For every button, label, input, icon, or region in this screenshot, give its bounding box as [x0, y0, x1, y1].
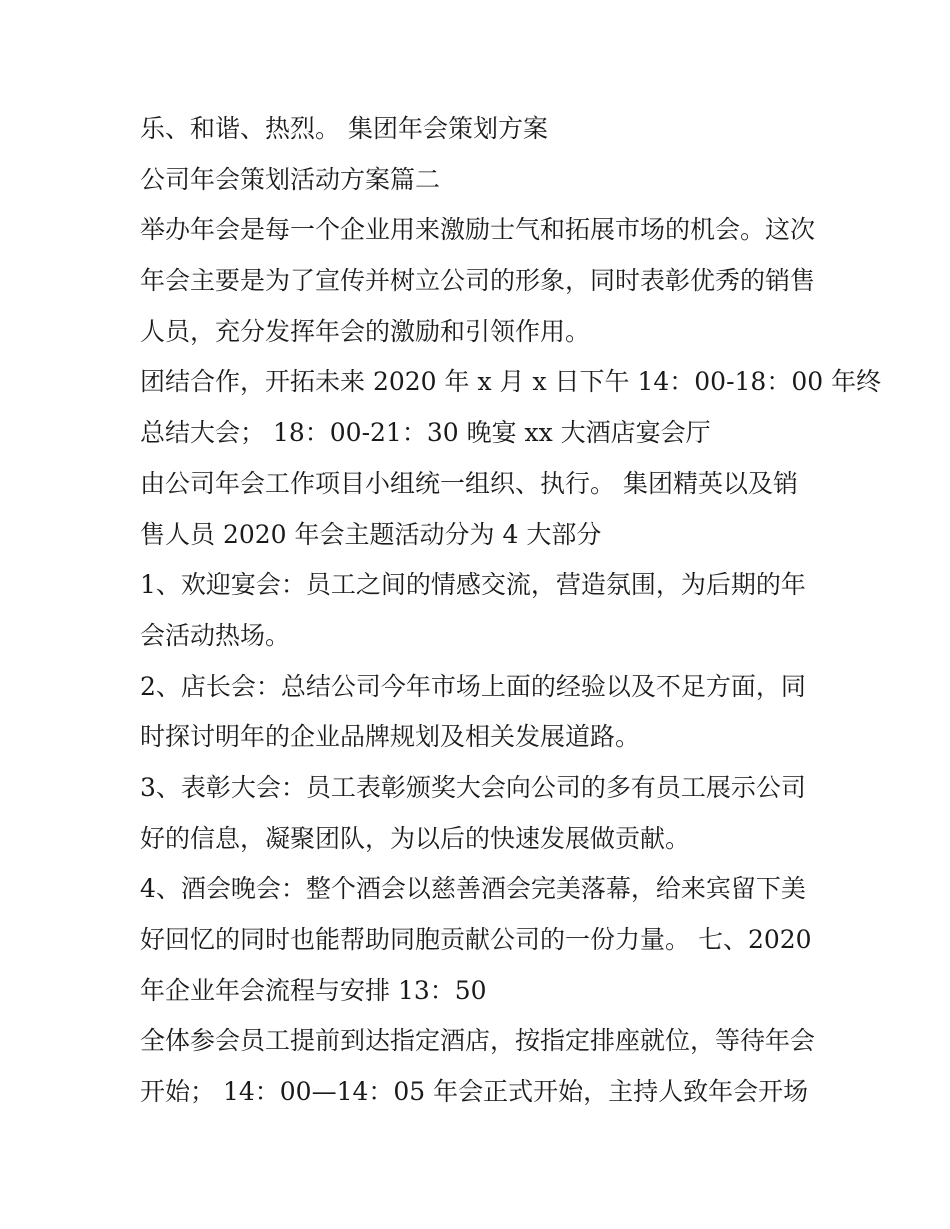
text-line: 全体参会员工提前到达指定酒店，按指定排座就位，等待年会: [140, 1026, 816, 1056]
list-item-4-cont: 好回忆的同时也能帮助同胞贡献公司的一份力量。 七、2020: [140, 925, 812, 954]
text-line: 总结大会； 18：00-21：30 晚宴 xx 大酒店宴会厅: [140, 418, 711, 448]
list-item-1: 1、欢迎宴会：员工之间的情感交流，营造氛围，为后期的年: [140, 570, 806, 600]
text-line: 年会主要是为了宣传并树立公司的形象，同时表彰优秀的销售: [140, 266, 816, 296]
list-item-2-cont: 时探讨明年的企业品牌规划及相关发展道路。: [140, 722, 641, 752]
text-line: 人员，充分发挥年会的激励和引领作用。: [140, 316, 591, 346]
text-line: 团结合作，开拓未来 2020 年 x 月 x 日下午 14：00-18：00 年终: [140, 367, 882, 397]
text-line: 举办年会是每一个企业用来激励士气和拓展市场的机会。这次: [140, 215, 816, 245]
list-item-4: 4、酒会晚会：整个酒会以慈善酒会完美落幕，给来宾留下美: [140, 874, 806, 904]
text-line: 年企业年会流程与安排 13：50: [140, 975, 487, 1005]
list-item-3: 3、表彰大会：员工表彰颁奖大会向公司的多有员工展示公司: [140, 772, 806, 802]
text-line: 乐、和谐、热烈。 集团年会策划方案: [140, 114, 548, 143]
section-heading: 公司年会策划活动方案篇二: [140, 164, 441, 194]
list-item-1-cont: 会活动热场。: [140, 620, 291, 650]
document-body: [140, 104, 882, 1118]
list-item-2: 2、店长会：总结公司今年市场上面的经验以及不足方面，同: [140, 671, 806, 701]
text-line: 售人员 2020 年会主题活动分为 4 大部分: [140, 519, 602, 549]
list-item-3-cont: 好的信息，凝聚团队，为以后的快速发展做贡献。: [140, 823, 691, 853]
text-line: 开始； 14：00—14：05 年会正式开始，主持人致年会开场: [140, 1077, 809, 1107]
text-line: 由公司年会工作项目小组统一组织、执行。 集团精英以及销: [140, 468, 798, 498]
